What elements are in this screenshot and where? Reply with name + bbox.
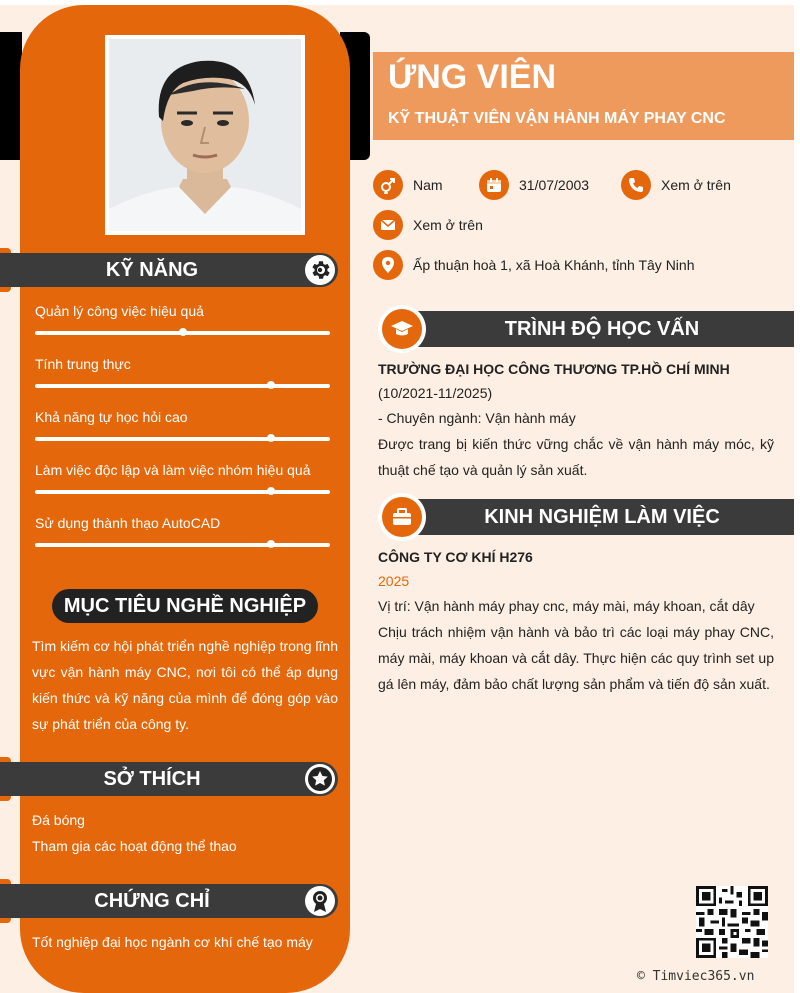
certificates-title: CHỨNG CHỈ xyxy=(94,890,210,912)
skill-level-knob xyxy=(267,381,275,389)
skills-header xyxy=(0,253,338,287)
email-icon xyxy=(373,210,403,240)
experience-company: CÔNG TY CƠ KHÍ H276 xyxy=(378,549,533,565)
skills-title: KỸ NĂNG xyxy=(105,259,199,281)
skill-level-knob xyxy=(179,328,187,336)
skill-label: Quản lý công việc hiệu quả xyxy=(35,303,204,319)
education-title: TRÌNH ĐỘ HỌC VẤN xyxy=(504,318,700,340)
qr-code-image xyxy=(696,886,768,958)
email-value: Xem ở trên xyxy=(413,217,483,233)
skill-label: Tính trung thực xyxy=(35,356,131,372)
education-header xyxy=(400,311,794,347)
experience-header xyxy=(400,499,794,535)
phone-icon xyxy=(621,170,651,200)
candidate-position: KỸ THUẬT VIÊN VẬN HÀNH MÁY PHAY CNC xyxy=(388,110,726,127)
skill-label: Làm việc độc lập và làm việc nhóm hiệu quả xyxy=(35,462,311,478)
address-value: Ấp thuận hoà 1, xã Hoà Khánh, tỉnh Tây Ninh xyxy=(413,257,695,273)
avatar-frame xyxy=(105,35,305,235)
skill-item xyxy=(35,303,330,319)
hobby-item: Đá bóng xyxy=(32,812,85,828)
education-icon-circle xyxy=(378,305,426,353)
skill-bar xyxy=(35,543,330,547)
education-period: (10/2021-11/2025) xyxy=(378,385,493,401)
avatar-photo xyxy=(109,39,301,231)
copyright-text: © Timviec365.vn xyxy=(637,969,755,984)
decor-block-left xyxy=(0,32,22,160)
award-medal-icon xyxy=(305,886,335,916)
skill-bar xyxy=(35,331,330,335)
experience-description: Chịu trách nhiệm vận hành và bảo trì các loại máy phay CNC, máy mài, máy khoan và cắt dây. Thực hiện các quy trình set up gá lên máy, đảm bảo chất lượng sản phẩm và tiến độ sản xuất. xyxy=(378,624,774,692)
phone-value: Xem ở trên xyxy=(661,177,731,193)
skill-level-knob xyxy=(267,540,275,548)
skill-item xyxy=(35,515,330,531)
hobbies-header xyxy=(0,762,338,796)
experience-role: Vị trí: Vận hành máy phay cnc, máy mài, máy khoan, cắt dây xyxy=(378,598,755,614)
calendar-icon xyxy=(479,170,509,200)
briefcase-icon xyxy=(382,497,422,537)
gender-value: Nam xyxy=(413,177,443,193)
goal-text: Tìm kiếm cơ hội phát triển nghề nghiệp trong lĩnh vực vận hành máy CNC, nơi tôi có thể áp dụng kiến thức và kỹ năng của mình để đóng góp vào sự phát triển của công ty. xyxy=(32,638,338,732)
hobby-item: Tham gia các hoạt động thể thao xyxy=(32,838,237,854)
education-major: - Chuyên ngành: Vận hành máy xyxy=(378,410,576,426)
education-school: TRƯỜNG ĐẠI HỌC CÔNG THƯƠNG TP.HỒ CHÍ MINH xyxy=(378,361,730,377)
header-band xyxy=(373,52,794,140)
skill-level-knob xyxy=(267,434,275,442)
skill-label: Sử dụng thành thạo AutoCAD xyxy=(35,515,221,531)
experience-icon-circle xyxy=(378,493,426,541)
hobbies-title: SỞ THÍCH xyxy=(103,768,201,790)
education-description: Được trang bị kiến thức vững chắc về vận hành máy móc, kỹ thuật chế tạo và quản lý sản xuất. xyxy=(378,436,774,478)
skill-bar xyxy=(35,490,330,494)
birthday-value: 31/07/2003 xyxy=(519,177,590,193)
gender-icon xyxy=(373,170,403,200)
skill-item xyxy=(35,462,330,478)
goal-title: MỤC TIÊU NGHỀ NGHIỆP xyxy=(52,589,318,623)
skill-level-knob xyxy=(267,487,275,495)
skill-bar xyxy=(35,384,330,388)
certificates-header xyxy=(0,884,338,918)
experience-year: 2025 xyxy=(378,573,410,589)
candidate-name: ỨNG VIÊN xyxy=(388,58,557,96)
skill-bar xyxy=(35,437,330,441)
location-pin-icon xyxy=(373,250,403,280)
gear-icon xyxy=(305,255,335,285)
cv-page xyxy=(0,5,794,993)
certificate-item: Tốt nghiệp đại học ngành cơ khí chế tạo máy xyxy=(32,934,313,950)
star-icon xyxy=(305,764,335,794)
skill-label: Khả năng tự học hỏi cao xyxy=(35,409,188,425)
experience-title: KINH NGHIỆM LÀM VIỆC xyxy=(484,506,720,528)
graduation-cap-icon xyxy=(382,309,422,349)
skill-item xyxy=(35,356,330,372)
skill-item xyxy=(35,409,330,425)
